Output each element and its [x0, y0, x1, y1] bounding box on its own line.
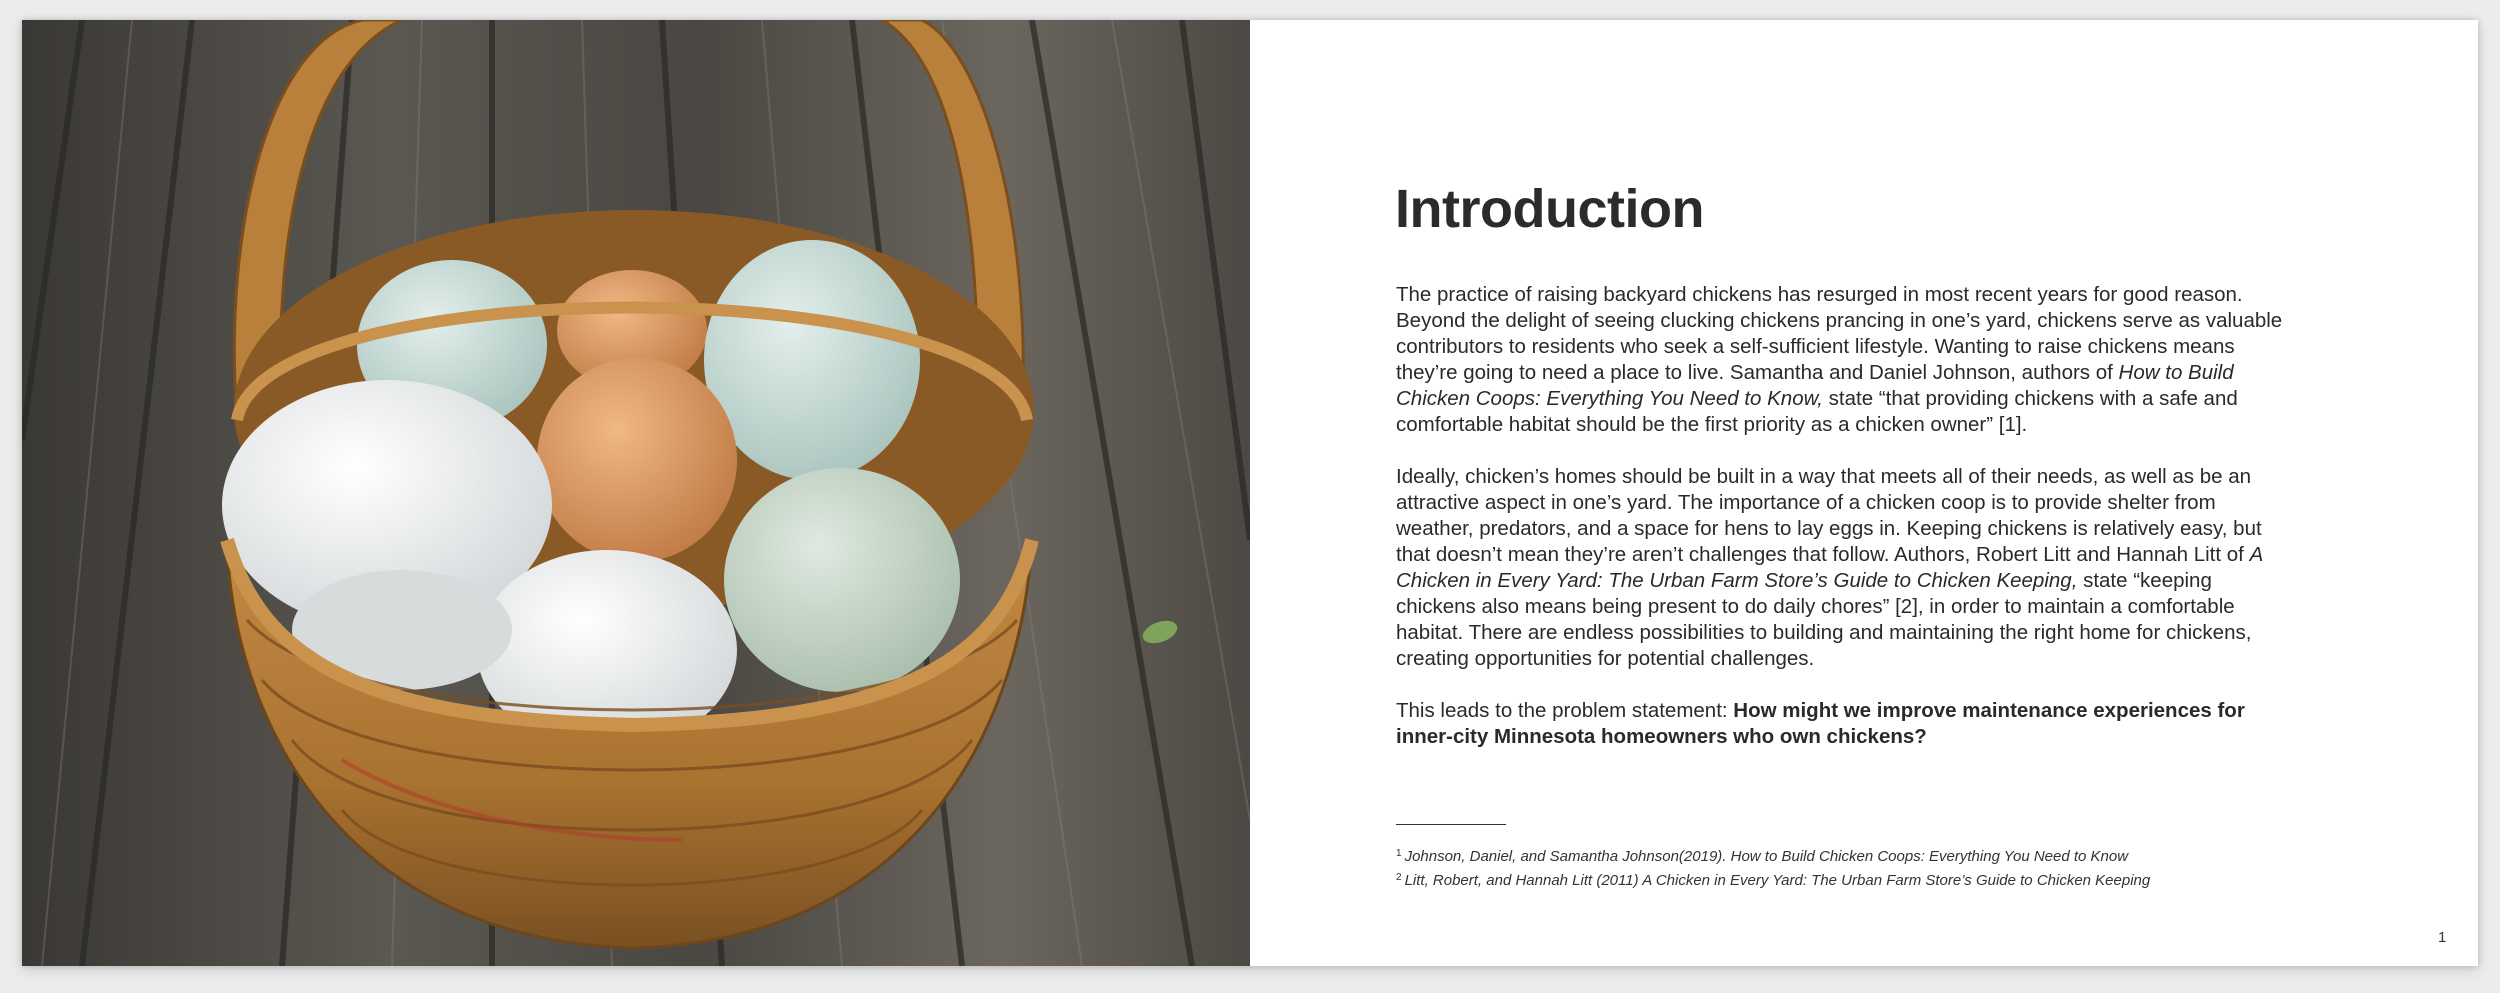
footnote-text: Litt, Robert, and Hannah Litt (2011) A Chicken in Every Yard: The Urban Farm Store’s Guide to Chicken Keeping [1404, 872, 2151, 889]
footnotes [1396, 843, 2276, 891]
footnote-2 [1396, 867, 2276, 891]
paragraph-text: state “keeping chickens also means being present to do daily chores” [2], in order to maintain a comfortable habitat. There are endless possibilities to building and maintaining the right home for chickens, creating opportunities for potential challenges. [1396, 569, 2252, 670]
paragraph-text: state “that providing chickens with a safe and comfortable habitat should be the first priority as a chicken owner” [1]. [1396, 387, 2238, 436]
intro-paragraph-2 [1396, 464, 2286, 672]
paragraph-text: Ideally, chicken’s homes should be built in a way that meets all of their needs, as well as be an attractive aspect in one’s yard. The importance of a chicken coop is to provide shelter from weather, predators, and a space for hens to lay eggs in. Keeping chickens is relatively easy, but that doesn’t mean they’re aren’t challenges that follow. Authors, Robert Litt and Hannah Litt of [1396, 465, 2262, 566]
footnote-divider [1396, 824, 1506, 825]
intro-paragraph-1 [1396, 282, 2286, 438]
egg-basket-photo [22, 20, 1250, 966]
book-title: A Chicken in Every Yard: The Urban Farm Store’s Guide to Chicken Keeping, [1396, 543, 2263, 592]
problem-statement-paragraph [1396, 698, 2286, 750]
footnote-1 [1396, 843, 2276, 867]
footnote-marker: 1 [1396, 848, 1402, 859]
footnote-text: Johnson, Daniel, and Samantha Johnson(2019). How to Build Chicken Coops: Everything You Need to Know [1404, 848, 2129, 865]
paragraph-text: The practice of raising backyard chickens has resurged in most recent years for good reason. Beyond the delight of seeing clucking chickens prancing in one’s yard, chickens serve as valuable contributors to residents who seek a self-sufficient lifestyle. Wanting to raise chickens means they’re going to need a place to live. Samantha and Daniel Johnson, authors of [1396, 283, 2283, 384]
problem-lead: This leads to the problem statement: [1396, 699, 1734, 722]
photo-page [22, 20, 1250, 966]
book-title: How to Build Chicken Coops: Everything You Need to Know, [1396, 361, 2234, 410]
footnote-marker: 2 [1396, 872, 1402, 883]
page-number: 1 [2438, 929, 2447, 946]
body-text [1396, 282, 2286, 776]
page-title: Introduction [1395, 179, 1704, 239]
problem-statement: How might we improve maintenance experiences for inner-city Minnesota homeowners who own chickens? [1396, 699, 2245, 748]
